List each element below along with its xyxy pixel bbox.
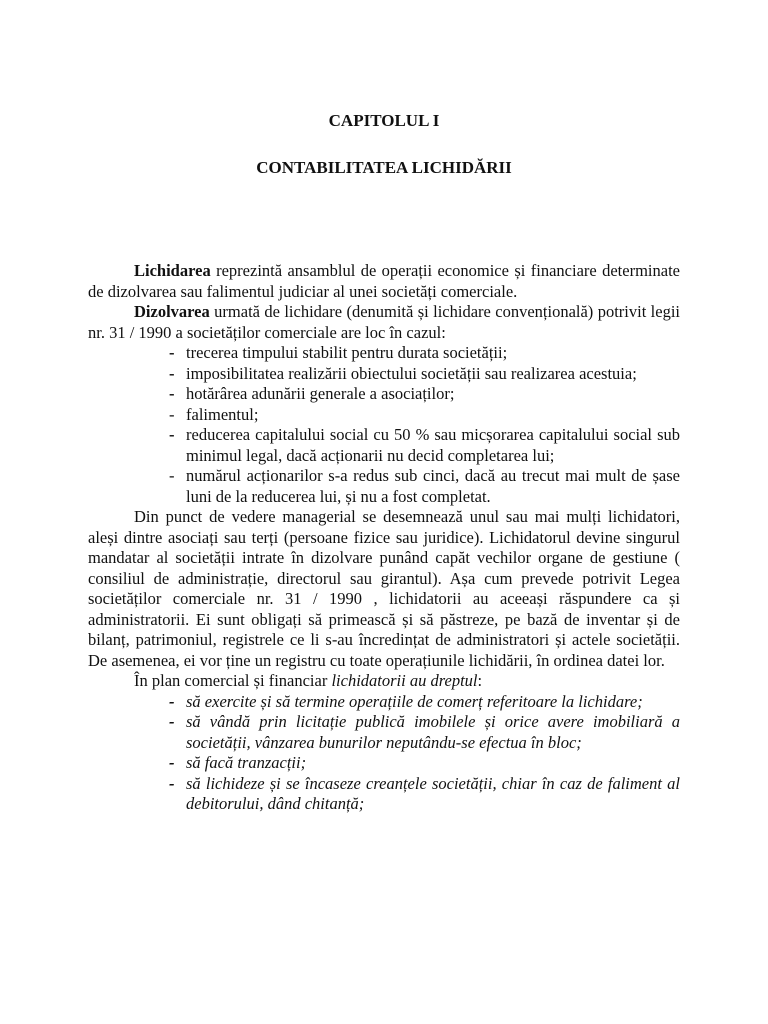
list-item (169, 363, 680, 385)
list-item-text: numărul acționarilor s-a redus sub cinci, dacă au trecut mai mult de șase luni de la reducerea lui, și nu a fost completat. (186, 466, 680, 506)
chapter-title: CAPITOLUL I (328, 111, 440, 130)
bullet-dash: - (169, 343, 175, 362)
list-item (169, 343, 680, 364)
list-item-text: să exercite și să termine operațiile de comerț referitoare la lichidare; (186, 691, 643, 711)
list-item-text: trecerea timpului stabilit pentru durata societății; (186, 343, 508, 362)
document-body (88, 261, 680, 815)
list-item-text: să lichideze și se încaseze creanțele societății, chiar în caz de faliment al debitorului, dând chitanță; (186, 773, 680, 813)
bullet-dash: - (169, 773, 175, 793)
list-item (169, 425, 680, 466)
term-dizolvarea: Dizolvarea (134, 302, 210, 321)
list-item (169, 404, 680, 426)
list-item (169, 712, 680, 753)
bullet-dash: - (169, 466, 175, 485)
paragraph-lichidatori: Din punct de vedere managerial se desemnează unul sau mai mulți lichidatori, aleși dintre asociați sau terți (persoane fizice sau juridice). Lichidatorul devine singurul mandatar al societății intrate în dizolvare punând capăt vechilor organe de gestiune ( consiliul de administrație, directorul sau girantul). Așa cum prevede potrivit Legea societăților comerciale nr. 31 / 1990 , lichidatorii au aceeași răspundere ca și administratorii. Ei sunt obligați să primească și să păstreze, pe bază de inventar și de bilanț, patrimoniul, registrele ce li s-au încredințat de administratori și actele societății. De asemenea, ei vor ține un registru cu toate operațiunile lichidării, în ordinea datei lor. (88, 507, 680, 670)
list-item (169, 466, 680, 507)
list-item-text: să facă tranzacții; (186, 753, 307, 772)
list-item-text: imposibilitatea realizării obiectului societății sau realizarea acestuia; (186, 363, 637, 383)
bullet-dash: - (169, 753, 175, 772)
bullet-dash: - (169, 712, 175, 731)
term-lichidarea: Lichidarea (134, 261, 211, 280)
bullet-dash: - (169, 384, 175, 403)
paragraph-tail: : (477, 671, 483, 690)
paragraph-text: reprezintă ansamblul de operații economice și financiare determinate de dizolvarea sau falimentul judiciar al unei societăți comerciale. (88, 261, 680, 301)
paragraph-dizolvarea (88, 302, 680, 343)
bullet-dash: - (169, 691, 175, 711)
list-item (169, 384, 680, 405)
paragraph-plan-comercial (88, 671, 680, 692)
paragraph-text: urmată de lichidare (denumită și lichidare convențională) potrivit legii nr. 31 / 1990 a societăților comerciale are loc în cazul: (88, 302, 680, 342)
paragraph-italic: lichidatorii au dreptul (331, 671, 478, 690)
list-item-text: să vândă prin licitație publică imobilele și orice avere imobiliară a societății, vânzarea bunurilor neputându-se efectua în bloc; (186, 712, 680, 752)
list-item (169, 691, 680, 713)
paragraph-lead: În plan comercial și financiar (134, 671, 332, 690)
bullet-dash: - (169, 425, 175, 444)
paragraph-lichidarea (88, 261, 680, 302)
list-item-text: falimentul; (186, 404, 259, 424)
bullet-dash: - (169, 363, 175, 383)
list-item-text: hotărârea adunării generale a asociaților; (186, 384, 455, 403)
list-item-text: reducerea capitalului social cu 50 % sau micșorarea capitalului social sub minimul legal, dacă acționarii nu decid completarea lui; (186, 425, 680, 465)
chapter-subtitle: CONTABILITATEA LICHIDĂRII (256, 158, 512, 177)
list-item (169, 773, 680, 815)
list-item (169, 753, 680, 774)
dissolution-cases-list (88, 343, 680, 507)
bullet-dash: - (169, 404, 175, 424)
liquidator-rights-list (88, 692, 680, 815)
